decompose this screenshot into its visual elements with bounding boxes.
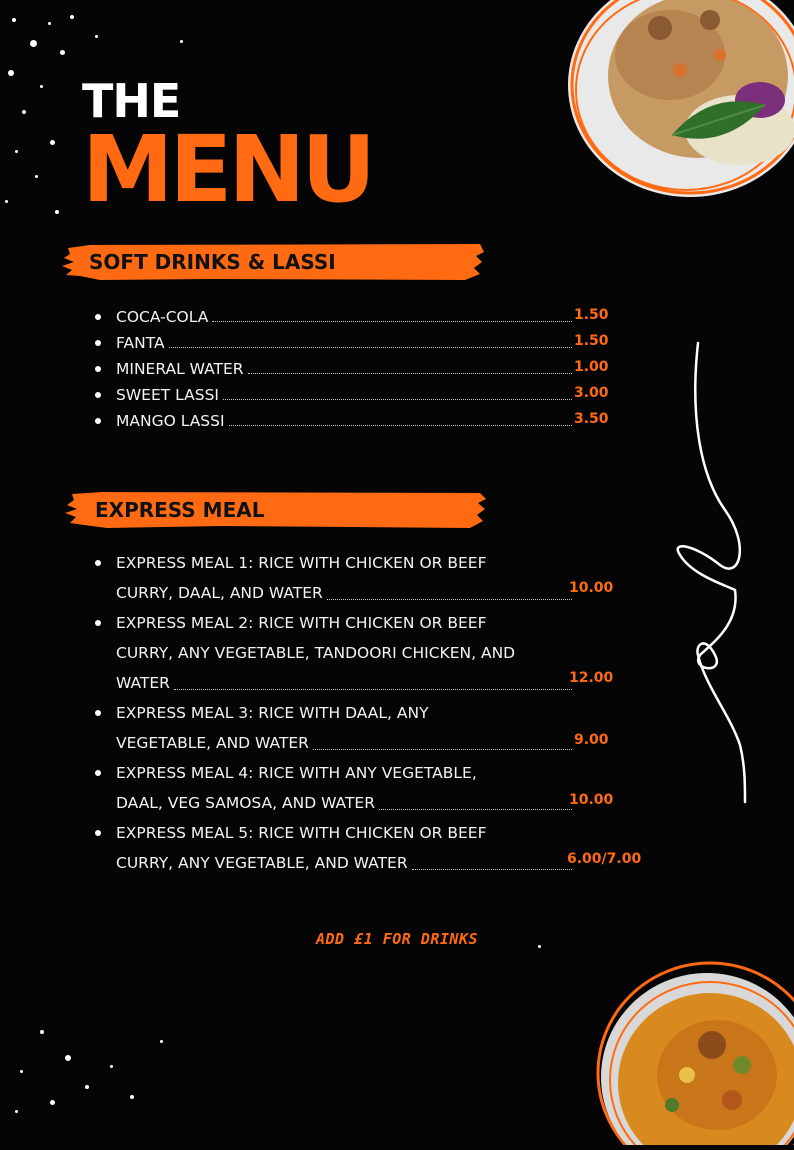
item-price: 3.50 [574, 411, 609, 427]
title-the: THE [82, 74, 181, 128]
bullet-icon [95, 418, 101, 424]
item-line-last [116, 668, 578, 698]
decorative-squiggle [670, 335, 760, 810]
curry-bowl-image [592, 955, 794, 1145]
section-heading-express-meal [62, 490, 487, 530]
dot-leader [379, 809, 572, 810]
item-line-last [116, 788, 578, 818]
item-price: 3.00 [574, 385, 609, 401]
item-line: WATER [116, 674, 170, 692]
item-price: 9.00 [574, 732, 609, 748]
item-line-last [116, 578, 578, 608]
bullet-icon [95, 710, 101, 716]
item-line: EXPRESS MEAL 5: RICE WITH CHICKEN OR BEEF [116, 824, 487, 842]
item-line: EXPRESS MEAL 2: RICE WITH CHICKEN OR BEEF [116, 614, 487, 632]
list-item [95, 356, 578, 382]
drinks-list [95, 304, 578, 434]
title-menu: MENU [82, 116, 373, 223]
dot-leader [212, 321, 572, 322]
bullet-icon [95, 620, 101, 626]
bullet-icon [95, 560, 101, 566]
item-price: 6.00/7.00 [567, 851, 642, 867]
item-line: EXPRESS MEAL 4: RICE WITH ANY VEGETABLE, [116, 764, 477, 782]
bullet-icon [95, 314, 101, 320]
dot-leader [412, 869, 572, 870]
item-name: FANTA [116, 334, 165, 352]
item-line-last [116, 728, 578, 758]
item-line: VEGETABLE, AND WATER [116, 734, 309, 752]
item-line-last [116, 848, 578, 878]
dot-leader [169, 347, 572, 348]
item-line: DAAL, VEG SAMOSA, AND WATER [116, 794, 375, 812]
dot-leader [223, 399, 572, 400]
dot-leader [327, 599, 572, 600]
item-name: MINERAL WATER [116, 360, 244, 378]
item-line: CURRY, ANY VEGETABLE, AND WATER [116, 854, 408, 872]
bullet-icon [95, 392, 101, 398]
list-item [95, 304, 578, 330]
item-price: 10.00 [569, 792, 614, 808]
item-line: EXPRESS MEAL 1: RICE WITH CHICKEN OR BEEF [116, 554, 487, 572]
section-heading-soft-drinks [60, 242, 485, 282]
rice-plate-image [560, 0, 794, 220]
list-item [95, 408, 578, 434]
item-price: 1.50 [574, 333, 609, 349]
list-item [95, 698, 578, 758]
drinks-note: ADD £1 FOR DRINKS [315, 930, 479, 948]
item-price: 10.00 [569, 580, 614, 596]
item-name: COCA-COLA [116, 308, 209, 326]
bullet-icon [95, 770, 101, 776]
list-item [95, 330, 578, 356]
item-price: 1.00 [574, 359, 609, 375]
dot-leader [229, 425, 572, 426]
item-line: EXPRESS MEAL 3: RICE WITH DAAL, ANY [116, 704, 429, 722]
dot-leader [313, 749, 572, 750]
bullet-icon [95, 340, 101, 346]
item-price: 1.50 [574, 307, 609, 323]
list-item [95, 382, 578, 408]
list-item [95, 608, 578, 698]
bullet-icon [95, 366, 101, 372]
item-line: CURRY, DAAL, AND WATER [116, 584, 323, 602]
dot-leader [174, 689, 572, 690]
item-price: 12.00 [569, 670, 614, 686]
section-title: SOFT DRINKS & LASSI [89, 250, 336, 274]
list-item [95, 758, 578, 818]
item-line: CURRY, ANY VEGETABLE, TANDOORI CHICKEN, AND [116, 644, 516, 662]
dot-leader [248, 373, 572, 374]
bullet-icon [95, 830, 101, 836]
meals-list [95, 548, 578, 878]
section-title: EXPRESS MEAL [95, 498, 265, 522]
item-name: SWEET LASSI [116, 386, 219, 404]
item-name: MANGO LASSI [116, 412, 225, 430]
list-item [95, 818, 578, 878]
list-item [95, 548, 578, 608]
